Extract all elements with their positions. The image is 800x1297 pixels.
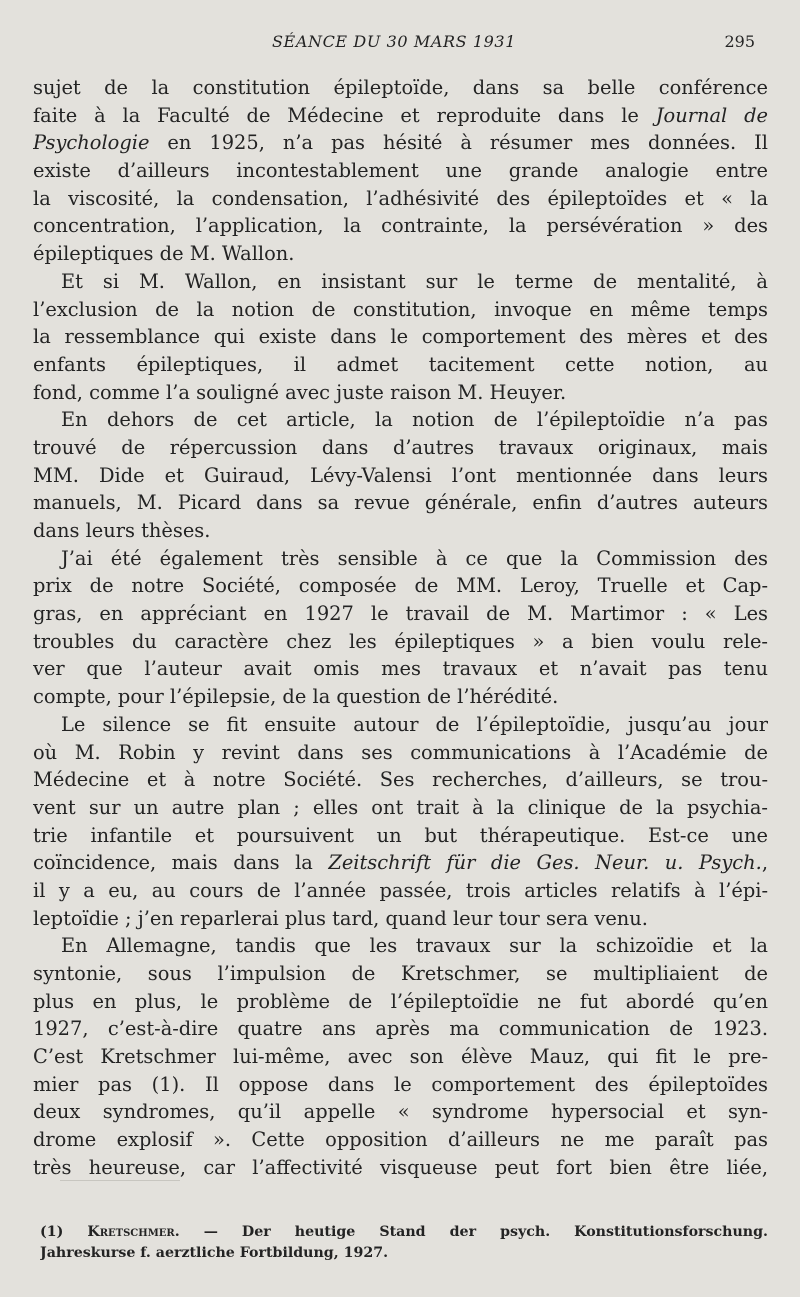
- text-line: faite à la Faculté de Médecine et reproduite dans le Journal de: [33, 103, 768, 127]
- text-line: drome explosif ». Cette opposition d’ailleurs ne me paraît pas: [33, 1128, 768, 1152]
- page-header: [33, 32, 755, 56]
- text-line: existe d’ailleurs incontestablement une grande analogie entre: [33, 159, 768, 183]
- text-line: il y a eu, au cours de l’année passée, trois articles relatifs à l’épi-: [33, 878, 768, 902]
- footnote-author: Kretschmer.: [87, 1224, 180, 1240]
- text-line: gras, en appréciant en 1927 le travail de M. Martimor : « Les: [33, 602, 768, 626]
- paragraph-3: [33, 406, 768, 544]
- text-line: prix de notre Société, composée de MM. Leroy, Truelle et Cap-: [33, 574, 768, 598]
- text-line: En Allemagne, tandis que les travaux sur la schizoïdie et la: [61, 934, 768, 958]
- text-line: où M. Robin y revint dans ses communications à l’Académie de: [33, 740, 768, 764]
- text-line: fond, comme l’a souligné avec juste raison M. Heuyer.: [33, 380, 567, 404]
- paragraph-4: [33, 545, 768, 711]
- paragraph-5: [33, 711, 768, 933]
- text-line: C’est Kretschmer lui-même, avec son élève Mauz, qui fit le pre-: [33, 1045, 768, 1069]
- running-title: SÉANCE DU 30 MARS 1931: [272, 32, 516, 51]
- paragraph-6: [33, 932, 768, 1181]
- footnote-marker: (1): [40, 1224, 64, 1240]
- footnote-divider: [60, 1180, 180, 1181]
- footnote: [40, 1222, 768, 1263]
- paragraph-2: [33, 268, 768, 406]
- page-number: 295: [724, 32, 755, 51]
- text-line: J’ai été également très sensible à ce que la Commission des: [61, 546, 768, 570]
- text-line: En dehors de cet article, la notion de l’épileptoïdie n’a pas: [61, 408, 768, 432]
- journal-title-italic: Zeitschrift für die Ges. Neur. u. Psych.: [328, 851, 762, 875]
- text-line: trie infantile et poursuivent un but thérapeutique. Est-ce une: [33, 823, 768, 847]
- text-line: la viscosité, la condensation, l’adhésivité des épileptoïdes et « la: [33, 186, 768, 210]
- text-line: manuels, M. Picard dans sa revue générale, enfin d’autres auteurs: [33, 491, 768, 515]
- text-line: compte, pour l’épilepsie, de la question de l’hérédité.: [33, 685, 559, 709]
- text-line: syntonie, sous l’impulsion de Kretschmer, se multipliaient de: [33, 962, 768, 985]
- footnote-line: [40, 1222, 768, 1243]
- text-line: mier pas (1). Il oppose dans le comportement des épileptoïdes: [33, 1072, 768, 1096]
- footnote-line: Jahreskurse f. aerztliche Fortbildung, 1927.: [40, 1244, 389, 1261]
- text-line: vent sur un autre plan ; elles ont trait à la clinique de la psychia-: [33, 795, 768, 819]
- text-line: Et si M. Wallon, en insistant sur le terme de mentalité, à: [61, 269, 768, 293]
- journal-title-italic: Psychologie: [33, 131, 150, 155]
- text-line: leptoïdie ; j’en reparlerai plus tard, quand leur tour sera venu.: [33, 906, 648, 930]
- journal-title-italic: Journal de: [655, 103, 768, 127]
- text-line: dans leurs thèses.: [33, 519, 211, 542]
- text-line: Le silence se fit ensuite autour de l’épileptoïdie, jusqu’au jour: [61, 712, 768, 736]
- footnote-text: — Der heutige Stand der psych. Konstitutionsforschung.: [203, 1224, 768, 1240]
- text-line: 1927, c’est-à-dire quatre ans après ma communication de 1923.: [33, 1017, 768, 1041]
- text-line: épileptiques de M. Wallon.: [33, 242, 295, 266]
- paragraph-1: [33, 74, 768, 268]
- text-line: très heureuse, car l’affectivité visqueuse peut fort bien être liée,: [33, 1155, 768, 1179]
- text-line: deux syndromes, qu’il appelle « syndrome hypersocial et syn-: [33, 1100, 768, 1124]
- text-line: coïncidence, mais dans la Zeitschrift für die Ges. Neur. u. Psych.,: [33, 851, 768, 875]
- body-text: [33, 74, 768, 1182]
- text-line: concentration, l’application, la contrainte, la persévération » des: [33, 214, 768, 238]
- text-line: Médecine et à notre Société. Ses recherches, d’ailleurs, se trou-: [33, 768, 768, 792]
- text-line: plus en plus, le problème de l’épileptoïdie ne fut abordé qu’en: [33, 989, 768, 1013]
- text-line: troubles du caractère chez les épileptiques » a bien voulu rele-: [33, 629, 768, 653]
- text-line: Psychologie en 1925, n’a pas hésité à résumer mes données. Il: [33, 131, 768, 155]
- text-line: enfants épileptiques, il admet tacitement cette notion, au: [33, 352, 768, 376]
- text-line: trouvé de répercussion dans d’autres travaux originaux, mais: [33, 435, 768, 459]
- text-line: la ressemblance qui existe dans le comportement des mères et des: [33, 325, 768, 349]
- text-line: l’exclusion de la notion de constitution, invoque en même temps: [33, 297, 768, 321]
- text-line: sujet de la constitution épileptoïde, dans sa belle conférence: [33, 76, 768, 99]
- text-line: ver que l’auteur avait omis mes travaux et n’avait pas tenu: [33, 657, 768, 681]
- text-line: MM. Dide et Guiraud, Lévy-Valensi l’ont mentionnée dans leurs: [33, 463, 768, 487]
